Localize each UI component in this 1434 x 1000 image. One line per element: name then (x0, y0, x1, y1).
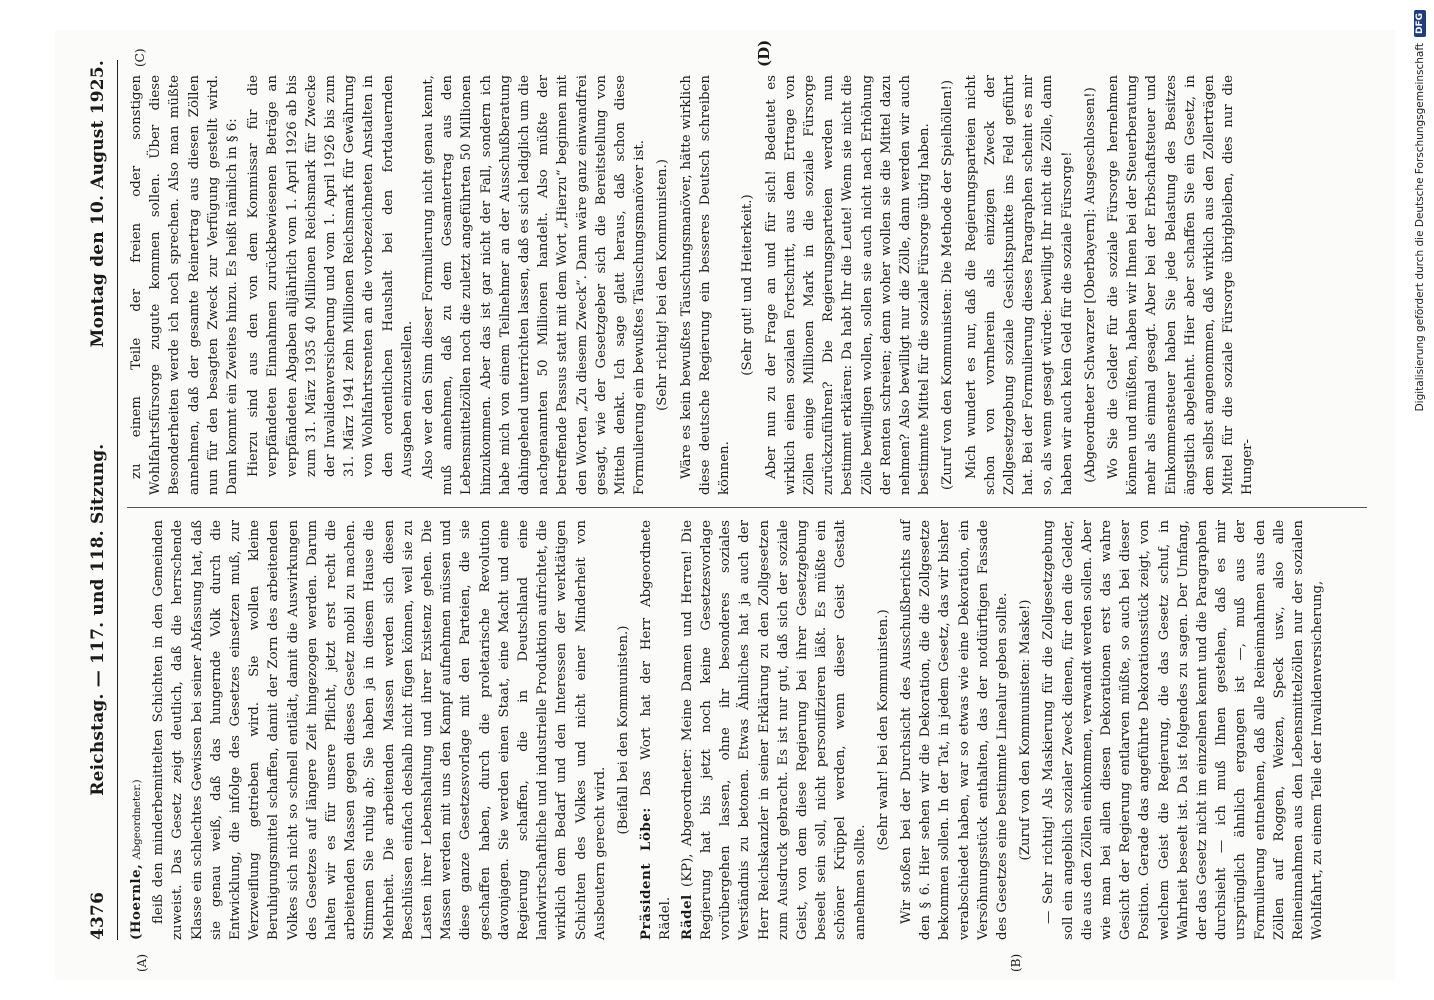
interjection: (Zuruf von den Kommunisten: Maske!) (1018, 599, 1034, 861)
credit-text: Digitalisierung gefördert durch die Deutsche Forschungsgemeinschaft (1414, 43, 1426, 412)
dfg-logo: DFG (1414, 10, 1426, 37)
paragraph (897, 520, 1012, 940)
page-header (83, 60, 113, 940)
margin-mark-d: (D) (755, 39, 773, 67)
paragraph (149, 520, 610, 940)
header-rule (117, 60, 118, 940)
interjection: (Zuruf von den Kommunisten: Die Methode der Spielhöllen!) (940, 79, 956, 491)
interjection: (Sehr gut! und Heiterkeit.) (740, 194, 756, 376)
margin-mark-b: (B) (1009, 953, 1023, 972)
paragraph (127, 75, 242, 495)
paragraph (127, 520, 147, 940)
paragraph-text: Wir stoßen bei der Durchsicht des Ausschußberichts auf den § 6. Hier sehen wir die Dekoration, die die Zollgesetze bekommen sollen. In der Tat, in jedem Gesetz, das wir bisher verabschiedet haben, war so etwas wie eine Dekoration, ein Versöhnungsstück enthalten, das der notdürftigen Fassade des Gesetzes eine bestimmte Linealur geben sollte. (898, 520, 1010, 940)
margin-mark-c: (C) (133, 48, 147, 67)
paragraph (1104, 75, 1258, 495)
digitization-credit (1402, 10, 1430, 990)
column-divider (127, 507, 1367, 508)
paragraph-text: Das Wort hat der Herr Abgeordnete Rädel. (639, 520, 674, 940)
page-number: 4376 (88, 891, 108, 940)
paragraph-text: Mich wundert es nur, daß die Regierungsparteien nicht schon von vornherein als einzigen Zweck der Zollgesetzgebung soziale Gesichtspunkte ins Feld geführt hat. Bei der Formulierung dieses Paragraphen scheint es mir so, als wenn gesagt würde: bewilligt Ihr nicht die Zölle, dann haben wir auch kein Geld für die soziale Fürsorge! (963, 75, 1075, 495)
rotated-page-content (55, 30, 1395, 980)
session-date: Montag den 10. August 1925. (88, 60, 108, 348)
paragraph (637, 520, 675, 940)
interjection: (Sehr richtig! bei den Kommunisten.) (655, 159, 671, 411)
paragraph (678, 520, 870, 940)
paragraph-text: Aber nun zu der Frage an und für sich! Bedeutet es wirklich einen sozialen Fortschritt, aus dem Ertrage von Zöllen einige Millionen Mark in die soziale Fürsorge zurückzuführen? Die Regierungsparteien werden nun bestimmt erklären: Da habt Ihr die Leute! Wenn sie nicht die Zölle bewilligen wollen, sollen sie auch nicht nach Erhöhung der Renten schreien; denn woher wollen sie die Mittel dazu nehmen? Also bewilligt nur die Zölle, dann werden wir auch bestimmte Mittel für die soziale Fürsorge übrig haben. (763, 75, 933, 495)
paragraph-text: Also wer den Sinn dieser Formulierung nicht genau kennt, muß annehmen, daß zu dem Gesamtertrag aus den Lebensmittelzöllen noch die zuletzt angeführten 50 Millionen hinzukommen. Aber das ist gar nicht der Fall, sondern ich habe mich von einem Teilnehmer an der Ausschußberatung dahingehend unterrichten lassen, daß es sich lediglich um die nachgenannten 50 Millionen handelt. Also müßte der betreffende Passus statt mit dem Wort „Hierzu“ beginnen mit den Worten „Zu diesem Zweck“. Dann wäre ganz einwandfrei gesagt, wie der Gesetzgeber sich die Bereitstellung von Mitteln denkt. Ich sage glatt heraus, daß schon diese Formulierung ein bewußtes Täuschungsmanöver ist. (421, 75, 648, 495)
speaker-role: Abgeordneter.) (131, 779, 143, 860)
paragraph (419, 75, 649, 495)
paragraph-text: Wo Sie die Gelder für die soziale Fürsorge hernehmen können und müßten, haben wir Ihnen bei der Steuerberatung mehr als einmal gesagt. Aber bei der Erbschaftsteuer und Einkommensteuer haben Sie jede Belastung des Besitzes ängstlich abgelehnt. Hier aber schaffen Sie ein Gesetz, in dem selbst angenommen, daß wirklich aus den Zollerträgen Mittel für die soziale Fürsorge übrigbleiben, dies nur die Hunger- (1105, 75, 1256, 495)
paragraph-text: (KP), Abgeordneter: Meine Damen und Herren! Die Regierung hat bis jetzt noch keine Gesetzesvorlage vorübergehen lassen, ohne ihr besonderes soziales Verständnis zu betonen. Etwas Ähnliches hat ja auch der Herr Reichskanzler in seiner Erklärung zu den Zollgesetzen zum Ausdruck gebracht. Es ist nur gut, daß sich der soziale Geist, von dem diese Regierung bei ihrer Gesetzgebung beseelt sein soll, nicht personifizieren läßt. Es müßte ein schöner Krüppel werden, wenn dieser Geist Gestalt annehmen sollte. (679, 520, 868, 940)
paragraph-text: — Sehr richtig! Als Maskierung für die Zollgesetzgebung soll ein angeblich sozialer Zweck dienen, für den die Gelder, die aus den Zöllen einkommen, verwandt werden sollen. Aber wie man bei allen diesen Dekorationen erst das wahre Gesicht der Regierung entlarven müßte, so auch bei dieser Position. Gerade das angeführte Dekorationsstück zeigt, von welchem Geist die Regierung, die das Gesetz schuf, in Wahrheit beseelt ist. Da ist folgendes zu sagen. Der Umfang, der das Gesetz nicht im einzelnen kennt und die Paragraphen durchsieht — ich muß Ihnen gestehen, daß es mir ursprünglich ähnlich ergangen ist —, muß aus der Formulierung entnehmen, daß alle Reineinnahmen aus den Zöllen auf Roggen, Weizen, Speck usw., also alle Reineinnahmen aus den Lebensmittelzöllen nur der sozialen Wohlfahrt, zu einem Teile der Invalidenversicherung, (1041, 520, 1326, 940)
paragraph (762, 75, 935, 495)
paragraph (962, 75, 1077, 495)
scanned-page (55, 30, 1395, 980)
speaker-name: (Hoernle, (129, 863, 144, 940)
speaker-name: Rädel (679, 894, 695, 940)
session-title: Reichstag. — 117. und 118. Sitzung. (88, 443, 108, 796)
paragraph-text: zu einem Teile der freien oder sonstigen Wohlfahrtsfürsorge zugute kommen sollen. Über diese Besonderheiten werde ich noch sprechen. Also man müßte annehmen, daß der gesamte Reinertrag aus diesen Zöllen nun für den besagten Zweck zur Verfügung gestellt wird. Dann kommt ein Zweites hinzu. Es heißt nämlich in § 6: (129, 75, 241, 495)
interjection: (Beifall bei den Kommunisten.) (616, 625, 632, 835)
paragraph-text: Wäre es kein bewußtes Täuschungsmanöver, hätte wirklich diese deutsche Regierung ein besseres Deutsch schreiben können. (678, 75, 733, 495)
paragraph (1039, 520, 1327, 940)
interjection: (Sehr wahr! bei den Kommunisten.) (875, 609, 891, 851)
paragraph (677, 75, 735, 495)
right-column (127, 75, 1367, 495)
speaker-name: Präsident Löbe: (639, 807, 655, 940)
interjection: (Abgeordneter Schwarzer [Oberbayern]: Ausgeschlossen!) (1082, 87, 1098, 483)
margin-mark-a: (A) (135, 953, 149, 972)
law-quote: Hierzu sind aus den von dem Kommissar für die verpfändeten Einnahmen zurückbewiesenen Beträge an verpfändeten Abgaben alljährlich vom 1. April 1926 ab bis zum 31. März 1935 40 Millionen Reichsmark für Zwecke der Invalidenversicherung und vom 1. April 1926 bis zum 31. März 1941 zehn Millionen Reichsmark für Gewährung von Wohlfahrtsrenten an die vorbezeichneten Anstalten in den ordentlichen Haushalt bei den fortdauernden Ausgaben einzustellen. (246, 75, 415, 477)
paragraph-text: fleiß den minderbemittelten Schichten in den Gemeinden zuweist. Das Gesetz zeigt deutlich, daß die herrschende Klasse ein schlechtes Gewissen bei seiner Abfassung hat, daß sie genau weiß, daß das hungernde Volk durch die Entwicklung, die infolge des Gesetzes einsetzen muß, zur Verzweiflung getrieben wird. Sie wollen kleine Beruhigungsmittel schaffen, damit der Zorn des arbeitenden Volkes sich nicht so schnell entlädt, damit die Auswirkungen des Gesetzes auf längere Zeit hingezogen werden. Darum halten wir es für unsere Pflicht, jetzt erst recht die arbeitenden Massen gegen dieses Gesetz mobil zu machen. Stimmen Sie ruhig ab; Sie haben ja in diesem Hause die Mehrheit. Die arbeitenden Massen werden sich diesen Beschlüssen einfach deshalb nicht fügen können, weil sie zu Lasten ihrer Lebenshaltung und ihrer Existenz gehen. Die Massen werden mit uns den Kampf aufnehmen müssen und diese ganze Gesetzesvorlage mit den Parteien, die sie geschaffen haben, durch die proletarische Revolution davonjagen. Sie werden einen Staat, eine Macht und eine Regierung schaffen, die in Deutschland eine landwirtschaftliche und industrielle Produktion aufrichtet, die wirklich dem Bedarf und den Interessen der werktätigen Schichten des Volkes und nicht einer Minderheit von Ausbeutern gerecht wird. (151, 520, 608, 940)
left-column (127, 520, 1367, 972)
